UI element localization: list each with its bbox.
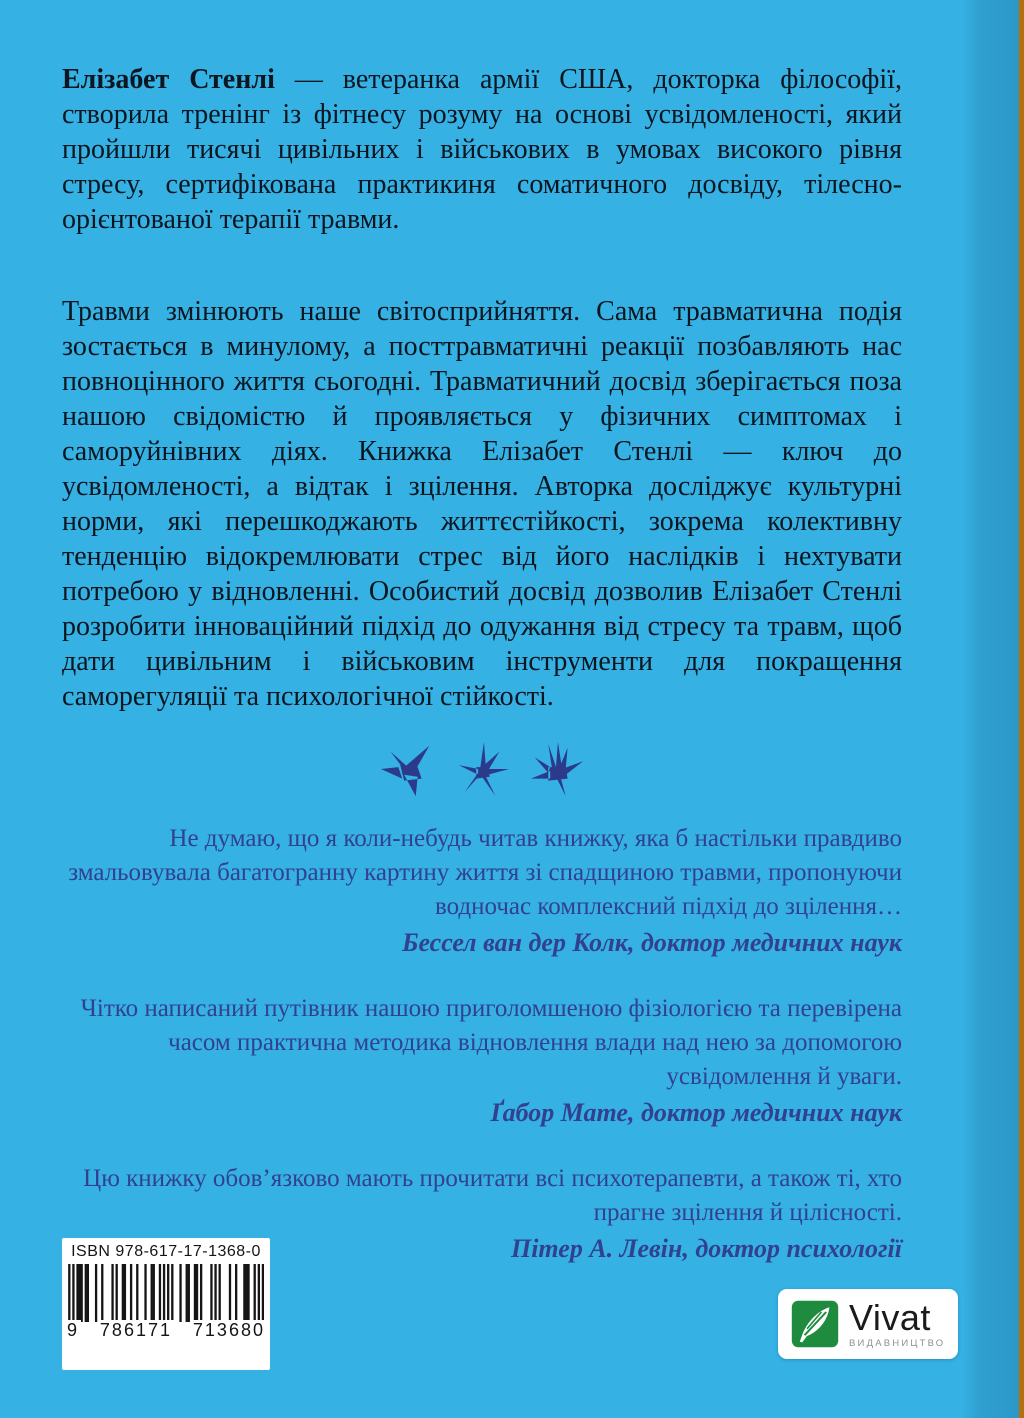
quote-text: Чітко написаний путівник нашою приголомшеною фізіологією та перевірена часом практична методика відновлення влади над нею за допомогою усвідомлення й уваги. [80, 995, 902, 1090]
publisher-subtitle: ВИДАВНИЦТВО [849, 1337, 946, 1349]
quote-attribution: Ґабор Мате, доктор медичних наук [490, 1098, 902, 1127]
barcode-digit-group: 9 [67, 1320, 80, 1340]
quote-text: Цю книжку обов’язково мають прочитати всі психотерапевти, а також ті, хто прагне зцілення й цілісності. [83, 1165, 902, 1226]
publisher-badge [778, 1289, 958, 1359]
quote-attribution: Бессел ван дер Колк, доктор медичних наук [401, 928, 902, 957]
author-bio [62, 62, 902, 237]
publisher-wordmark [849, 1296, 946, 1349]
quote-text: Не думаю, що я коли-небудь читав книжку, яка б настільки правдиво змальовувала багатогранну картину життя зі спадщиною травми, пропонуючи водночас комплексний підхід до зцілення… [68, 825, 902, 920]
quote-block [62, 992, 902, 1130]
quote-block [62, 822, 902, 960]
barcode-digit-group: 786171 [99, 1320, 172, 1340]
vivat-quill-icon [791, 1300, 839, 1348]
decorative-stars [372, 738, 592, 800]
author-name: Елізабет Стенлі [62, 64, 275, 95]
isbn-label: ISBN 978-617-17-1368-0 [71, 1243, 261, 1260]
barcode-panel [62, 1238, 270, 1370]
publisher-name: Vivat [849, 1296, 931, 1338]
book-spine-shade [962, 0, 1019, 1418]
starburst-icon [527, 739, 585, 799]
book-description: Травми змінюють наше світосприйняття. Сама травматична подія зостається в минулому, а посттравматичні реакції позбавляють нас повноцінного життя сьогодні. Травматичний досвід зберігається поза нашою свідомістю й проявляється у фізичних симптомах і саморуйнівних діях. Книжка Елізабет Стенлі — ключ до усвідомленості, а відтак і зцілення. Авторка досліджує культурні норми, які перешкоджають життєстійкості, зокрема колективну тенденцію відокремлювати стрес від його наслідків і нехтувати потребою у відновленні. Особистий досвід дозволив Елізабет Стенлі розробити інноваційний підхід до одужання від стресу та травм, щоб дати цивільним і військовим інструменти для покращення саморегуляції та психологічної стійкості. [62, 296, 902, 712]
starburst-icon [379, 739, 437, 799]
page-edge-strip [1019, 0, 1024, 1418]
quote-attribution: Пітер А. Левін, доктор психології [510, 1234, 902, 1263]
barcode-digits [64, 1320, 268, 1341]
cover-content [62, 62, 902, 1266]
starburst-icon [453, 739, 511, 799]
barcode-digit-group: 713680 [192, 1320, 265, 1340]
author-bio-text: — ветеранка армії США, докторка філософії, створила тренінг із фітнесу розуму на основі усвідомленості, який пройшли тисячі цивільних і військових в умовах високого рівня стресу, сертифікована практикиня соматичного досвіду, тілесно-орієнтованої терапії травми. [62, 64, 902, 235]
